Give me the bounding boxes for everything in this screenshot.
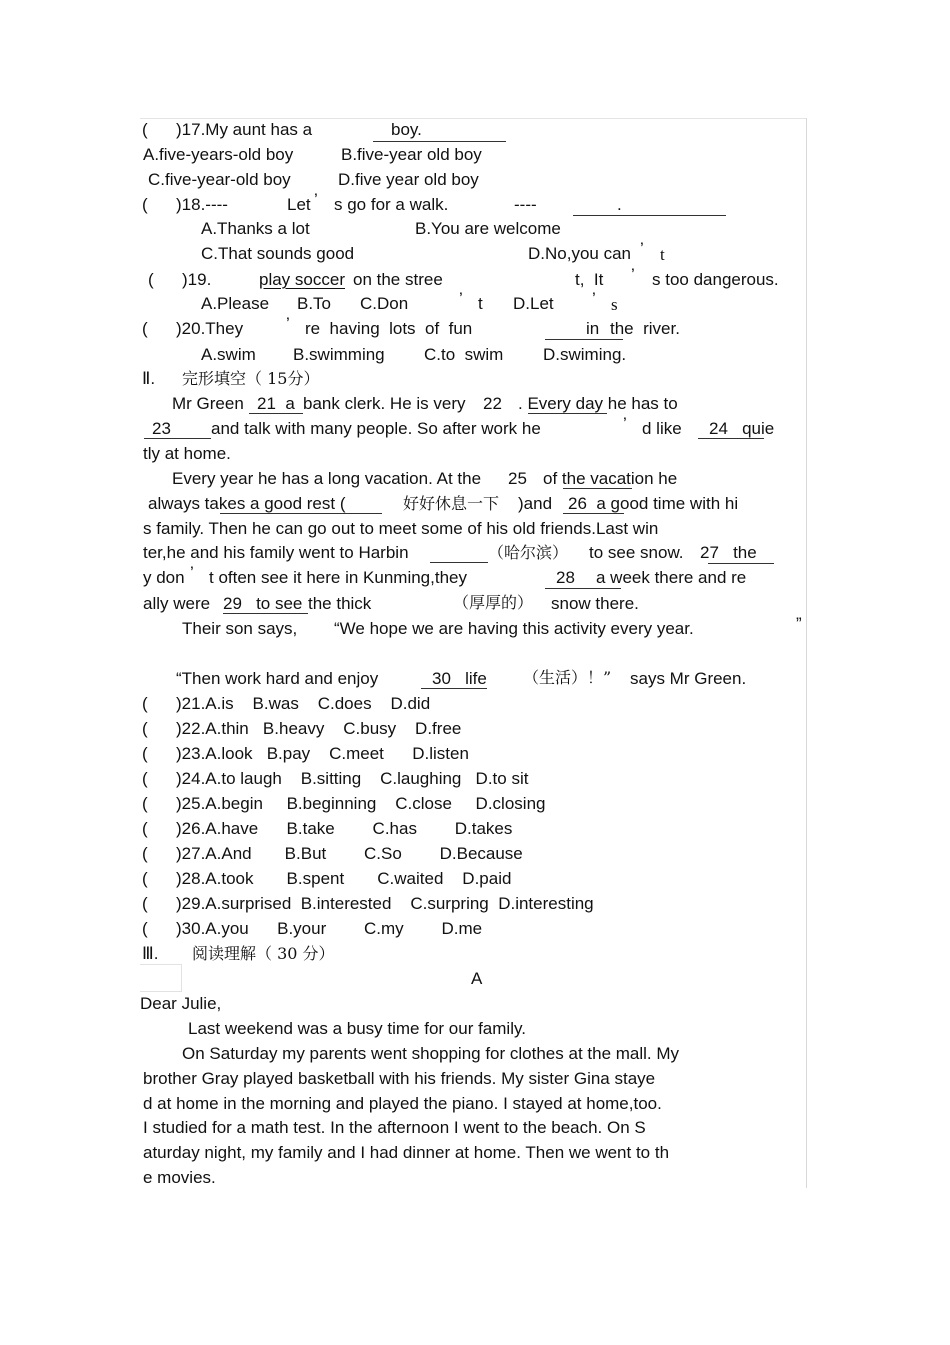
passage-text: t often see it here in Kunming,they — [209, 568, 467, 587]
passage-text: s family. Then he can go out to meet some of his old friends.Last win — [143, 519, 659, 538]
quote-mark: ” — [796, 614, 802, 633]
cloze-blank-26: 26 a good time with hi — [568, 494, 739, 513]
q19-option-d: D.Let — [513, 294, 554, 313]
quote-text: “Then work hard and enjoy — [176, 669, 379, 688]
choice-line: ( )27.A.And B.But C.So D.Because — [142, 844, 523, 863]
chinese-gloss: （厚厚的） — [453, 593, 534, 612]
cloze-blank-24-line — [698, 438, 764, 439]
passage-label: A — [471, 969, 483, 988]
q17-option-a: A.five-years-old boy — [143, 145, 294, 164]
passage-text: d like — [642, 419, 682, 438]
passage-text: ter,he and his family went to Harbin — [143, 543, 409, 562]
q20-stem: ( )20.They — [142, 319, 244, 338]
choice-line: ( )24.A.to laugh B.sitting C.laughing D.to sit — [142, 769, 529, 788]
cloze-blank-25: 25 — [508, 469, 527, 488]
underline-every-day — [528, 413, 607, 414]
passage-text: and talk with many people. So after work he — [211, 419, 541, 438]
empty-box — [140, 964, 182, 992]
q17-option-c: C.five-year-old boy — [148, 170, 291, 189]
apostrophe: ’ — [623, 414, 627, 433]
q17-stem-end: boy. — [391, 120, 422, 139]
q18-option-d-end: t — [660, 245, 665, 264]
q19-stem-underlined: play soccer — [259, 270, 345, 289]
passage-text: . Every day he has to — [518, 394, 678, 413]
q18-stem-period: . — [617, 195, 622, 214]
passage-text: ally were — [143, 594, 211, 613]
choice-line: ( )28.A.took B.spent C.waited D.paid — [142, 869, 512, 888]
cloze-blank-27: 27 the — [700, 543, 757, 562]
frame-right-line — [806, 118, 807, 1188]
q19-option-c-end: t — [478, 294, 483, 313]
q17-option-b: B.five-year old boy — [341, 145, 482, 164]
section3-title: 阅读理解（ 30 分） — [192, 944, 335, 963]
q18-stem-dash: ---- — [514, 195, 537, 214]
q17-stem: ( )17.My aunt has a — [142, 120, 313, 139]
passage-text: Mr Green — [172, 394, 244, 413]
cloze-blank-29-line — [223, 613, 308, 614]
q19-stem-b: on the stree — [353, 270, 443, 289]
underline-harbin — [430, 562, 488, 563]
cloze-blank-23: 23 — [152, 419, 171, 438]
q19-stem-d: s too dangerous. — [652, 270, 779, 289]
choice-line: ( )29.A.surprised B.interested C.surpring D.interesting — [142, 894, 594, 913]
q18-option-b: B.You are welcome — [415, 219, 561, 238]
cloze-blank-28-line — [545, 588, 621, 589]
q18-option-a: A.Thanks a lot — [201, 219, 310, 238]
section2-number: Ⅱ. — [142, 369, 156, 388]
q20-answer-blank — [545, 339, 623, 340]
q20-stem-c: in — [586, 319, 600, 338]
apostrophe: ’ — [592, 289, 596, 308]
q19-option-b: B.To — [297, 294, 332, 313]
q17-answer-blank — [373, 141, 506, 142]
choice-line: ( )22.A.thin B.heavy C.busy D.free — [142, 719, 462, 738]
cloze-blank-30-line — [421, 688, 487, 689]
apostrophe: ’ — [459, 289, 463, 308]
passage-text: Every year he has a long vacation. At the — [172, 469, 482, 488]
section3-number: Ⅲ. — [142, 944, 159, 963]
underline-good-rest — [220, 513, 382, 514]
quote-text: “We hope we are having this activity every year. — [334, 619, 694, 638]
passage-text: y don — [143, 568, 185, 587]
passage-text: Their son says, — [182, 619, 298, 638]
chinese-gloss: 好好休息一下 — [403, 494, 500, 513]
cloze-blank-26-line — [563, 513, 624, 514]
cloze-blank-22: 22 — [483, 394, 502, 413]
chinese-gloss: （哈尔滨） — [488, 543, 569, 562]
passage-text: always takes a good rest ( — [148, 494, 346, 513]
reading-line: On Saturday my parents went shopping for clothes at the mall. My — [182, 1044, 680, 1063]
q20-stem-b: re having lots of fun — [305, 319, 473, 338]
q17-option-d: D.five year old boy — [338, 170, 479, 189]
apostrophe: ’ — [640, 239, 644, 258]
q18-answer-blank — [573, 215, 726, 216]
q20-option-c: C.to swim — [424, 345, 504, 364]
choice-line: ( )26.A.have B.take C.has D.takes — [142, 819, 513, 838]
passage-text: a week there and re — [596, 568, 747, 587]
q20-option-b: B.swimming — [293, 345, 385, 364]
q18-option-c: C.That sounds good — [201, 244, 355, 263]
apostrophe: ’ — [314, 190, 318, 209]
q20-stem-d: the river. — [610, 319, 680, 338]
q19-stem: ( )19. — [148, 270, 212, 289]
frame-top-line — [140, 118, 807, 119]
passage-text: tly at home. — [143, 444, 231, 463]
reading-line: e movies. — [143, 1168, 216, 1187]
letter-greeting: Dear Julie, — [140, 994, 222, 1013]
cloze-blank-30: 30 life — [432, 669, 487, 688]
reading-line: brother Gray played basketball with his friends. My sister Gina staye — [143, 1069, 656, 1088]
passage-text: the thick — [308, 594, 372, 613]
cloze-blank-21-line — [249, 413, 303, 414]
passage-text: to see snow. — [589, 543, 684, 562]
reading-line: d at home in the morning and played the piano. I stayed at home,too. — [143, 1094, 662, 1113]
q18-stem-rest: s go for a walk. — [334, 195, 449, 214]
apostrophe: ’ — [286, 314, 290, 333]
q18-stem-lets: Let — [287, 195, 311, 214]
apostrophe: ’ — [631, 265, 635, 284]
section2-title: 完形填空（ 15分） — [182, 369, 320, 388]
choice-line: ( )30.A.you B.your C.my D.me — [142, 919, 483, 938]
reading-line: I studied for a math test. In the afternoon I went to the beach. On S — [143, 1118, 646, 1137]
reading-line: aturday night, my family and I had dinner at home. Then we went to th — [143, 1143, 670, 1162]
q19-option-a: A.Please — [201, 294, 270, 313]
cloze-blank-21: 21 a — [257, 394, 295, 413]
passage-text: of the vacation he — [543, 469, 678, 488]
q20-option-a: A.swim — [201, 345, 256, 364]
chinese-gloss: （生活）！” — [523, 668, 612, 687]
cloze-blank-28: 28 — [556, 568, 575, 587]
cloze-blank-27-line — [708, 563, 774, 564]
underline-vacation — [563, 488, 632, 489]
passage-text: )and — [518, 494, 553, 513]
choice-line: ( )21.A.is B.was C.does D.did — [142, 694, 431, 713]
passage-text: snow there. — [551, 594, 639, 613]
q18-stem: ( )18.---- — [142, 195, 228, 214]
choice-line: ( )23.A.look B.pay C.meet D.listen — [142, 744, 469, 763]
q19-option-c: C.Don — [360, 294, 409, 313]
cloze-blank-29: 29 to see — [223, 594, 303, 613]
q20-option-d: D.swiming. — [543, 345, 627, 364]
q18-option-d: D.No,you can — [528, 244, 631, 263]
reading-line: Last weekend was a busy time for our family. — [188, 1019, 526, 1038]
passage-text: bank clerk. He is very — [303, 394, 466, 413]
q19-stem-c: t, It — [575, 270, 604, 289]
apostrophe: ’ — [190, 563, 194, 582]
cloze-blank-23-line — [144, 438, 211, 439]
q19-option-d-end: s — [611, 295, 618, 314]
passage-text: says Mr Green. — [630, 669, 747, 688]
cloze-blank-24: 24 quie — [709, 419, 775, 438]
choice-line: ( )25.A.begin B.beginning C.close D.closing — [142, 794, 546, 813]
